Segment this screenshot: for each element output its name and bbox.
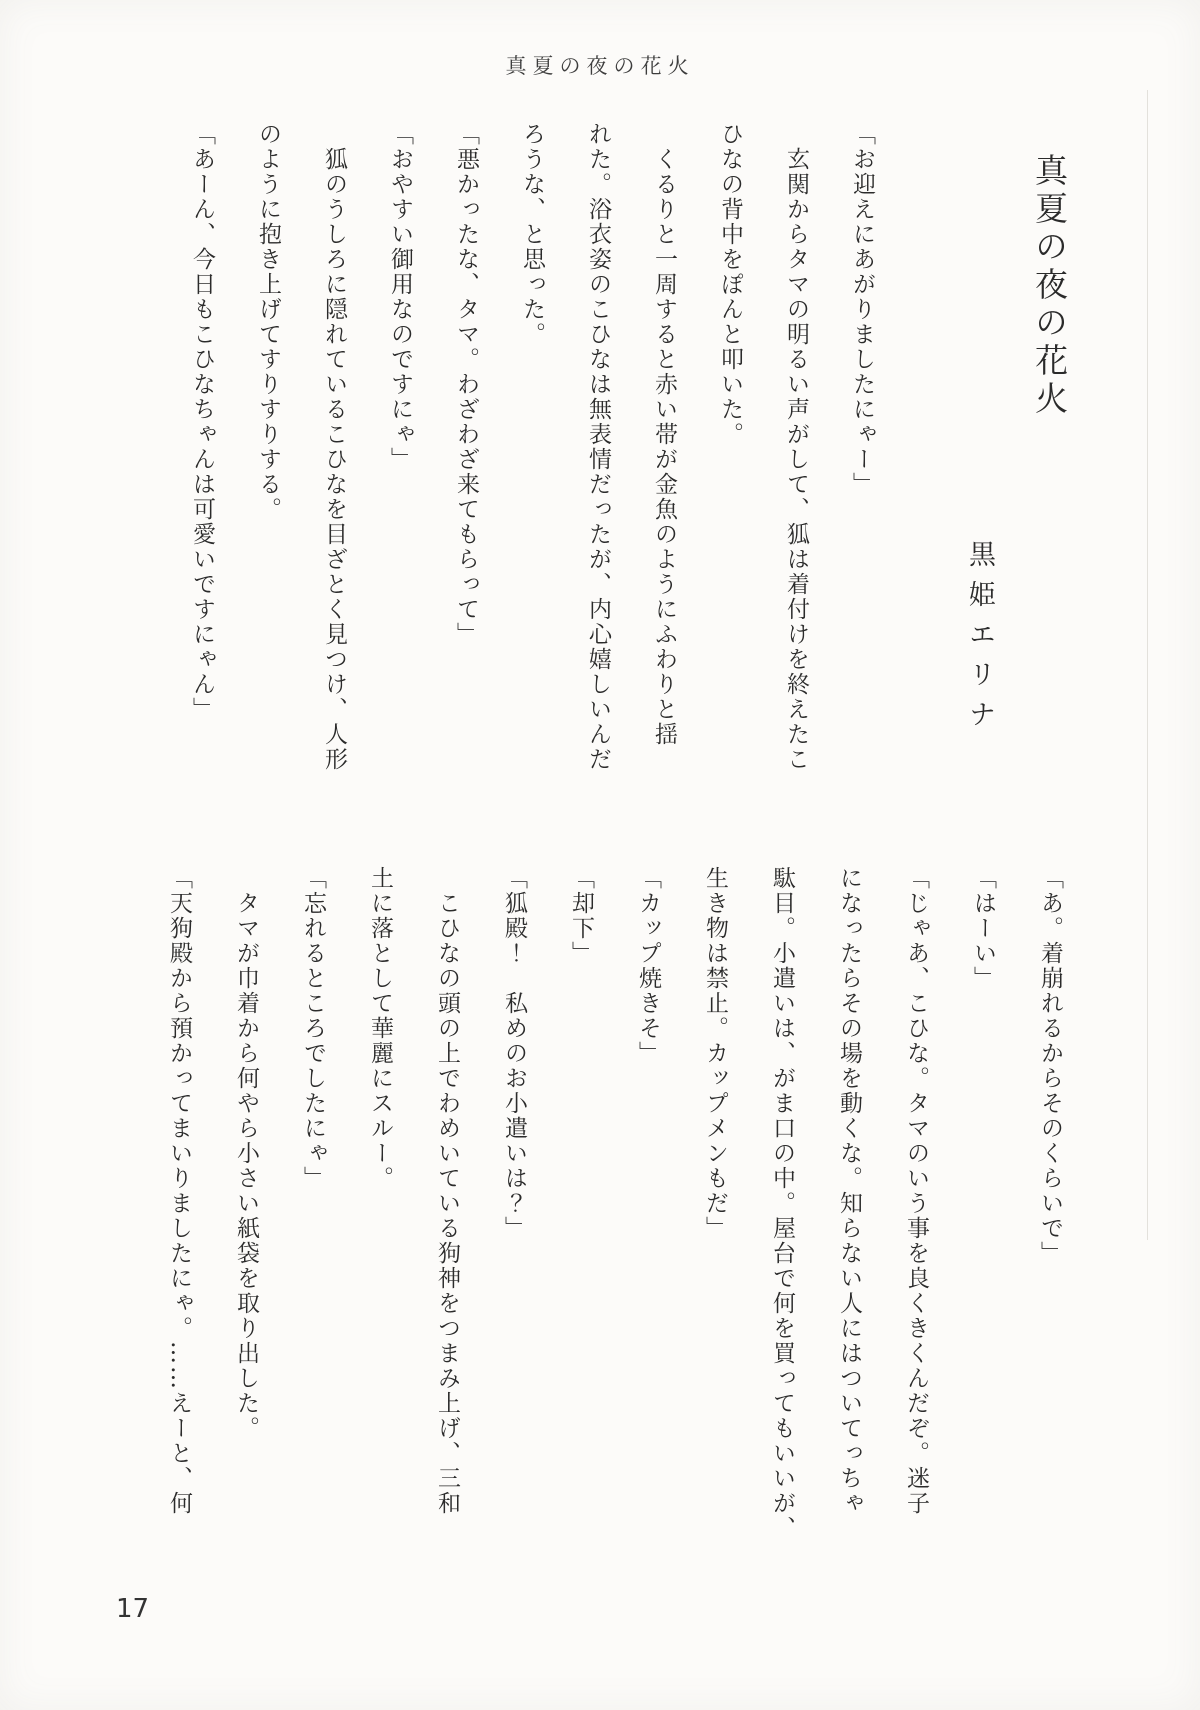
text-line: 「おやすい御用なのですにゃ」 (387, 122, 413, 472)
text-line: 狐のうしろに隠れているこひなを目ざとく見つけ、人形 (321, 122, 347, 772)
text-line: 「はーい」 (970, 866, 996, 991)
text-line: 「狐殿！ 私めのお小遣いは？」 (501, 866, 527, 1241)
text-line: ろうな、と思った。 (519, 122, 545, 347)
text-block-upper (188, 122, 876, 828)
text-line: こひなの頭の上でわめいている狗神をつまみ上げ、三和 (434, 866, 460, 1516)
text-line: 「あ。着崩れるからそのくらいで」 (1037, 866, 1063, 1266)
story-author: 黒姫エリナ (964, 540, 995, 740)
text-line: 土に落として華麗にスルー。 (367, 866, 393, 1191)
text-line: 「あーん、今日もこひなちゃんは可愛いですにゃん」 (189, 122, 215, 722)
text-line: 「お迎えにあがりましたにゃー」 (849, 122, 875, 497)
story-title: 真夏の夜の花火 (1030, 153, 1069, 419)
text-block-lower (165, 866, 1064, 1580)
text-line: 「忘れるところでしたにゃ」 (300, 866, 326, 1191)
text-line: 生き物は禁止。カップメンもだ」 (702, 866, 728, 1241)
text-line: ひなの背中をぽんと叩いた。 (717, 122, 743, 447)
running-header: 真夏の夜の花火 (505, 54, 695, 78)
text-line: れた。浴衣姿のこひなは無表情だったが、内心嬉しいんだ (585, 122, 611, 772)
text-line: 「じゃあ、こひな。タマのいう事を良くきくんだぞ。迷子 (903, 866, 929, 1516)
text-line: になったらその場を動くな。知らない人にはついてっちゃ (836, 866, 862, 1516)
text-line: のように抱き上げてすりすりする。 (255, 122, 281, 522)
text-line: タマが巾着から何やら小さい紙袋を取り出した。 (233, 866, 259, 1441)
text-line: 玄関からタマの明るい声がして、狐は着付けを終えたこ (783, 122, 809, 772)
text-line: 「天狗殿から預かってまいりましたにゃ。……えーと、何 (166, 866, 192, 1516)
text-line: 駄目。小遣いは、がま口の中。屋台で何を買ってもいいが、 (769, 866, 795, 1541)
text-line: 「カップ焼きそ」 (635, 866, 661, 1066)
text-line: 「却下」 (568, 866, 594, 966)
text-line: 「悪かったな、タマ。わざわざ来てもらって」 (453, 122, 479, 647)
text-line: くるりと一周すると赤い帯が金魚のようにふわりと揺 (651, 122, 677, 747)
page-number: 17 (116, 1594, 150, 1624)
